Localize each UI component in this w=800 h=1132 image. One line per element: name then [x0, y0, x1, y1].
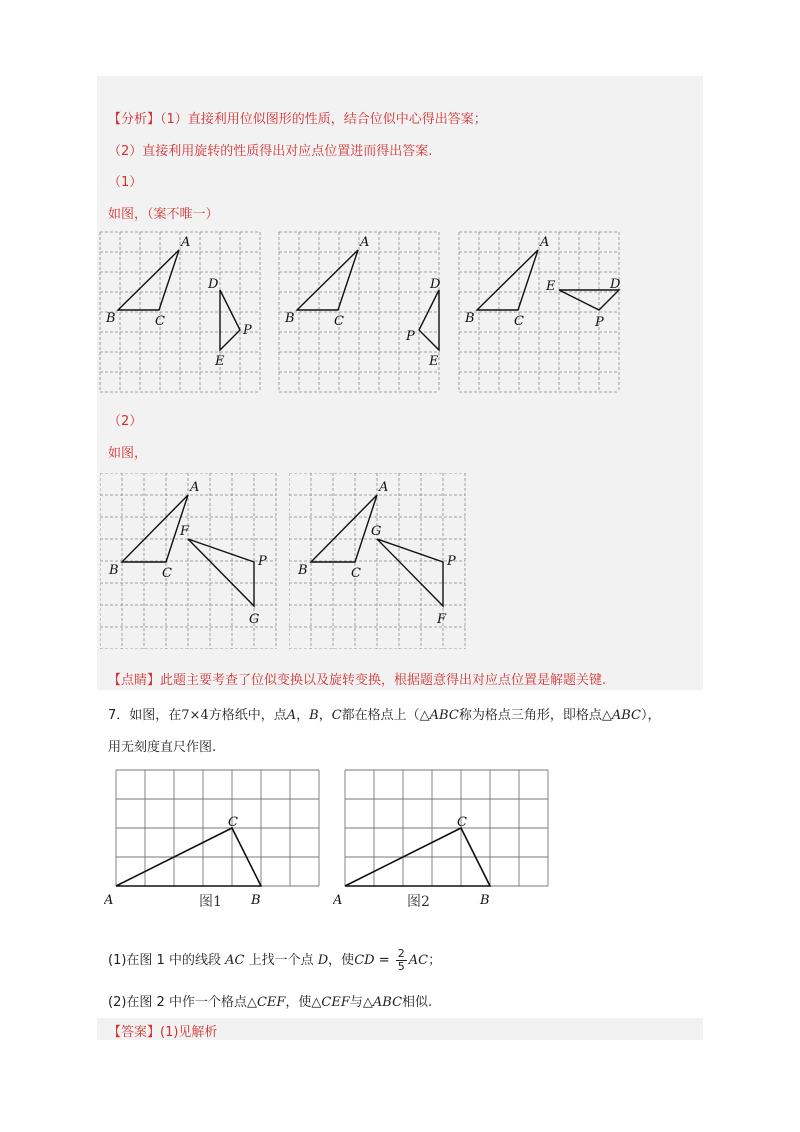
label-e: E	[215, 354, 225, 369]
answer-line: 【答案】(1)见解析	[108, 1025, 218, 1040]
analysis-line2: （2）直接利用旋转的性质得出对应点位置进而得出答案.	[108, 144, 433, 159]
grid	[459, 232, 619, 392]
label-p: P	[595, 315, 604, 330]
triangle-abc	[477, 250, 538, 310]
label-a: A	[379, 480, 389, 495]
label-f: F	[180, 524, 190, 539]
label-b: B	[298, 563, 308, 578]
label-c: C	[351, 566, 361, 581]
triangle-abc	[297, 250, 358, 310]
figure-1-caption: 图1	[199, 894, 222, 910]
fraction-two-fifths: $\frac{2}{5}$	[397, 947, 405, 973]
answer-label: 【答案】	[108, 1025, 161, 1040]
question7-line2: 用无刻度直尺作图.	[108, 740, 217, 755]
label-c: C	[457, 815, 467, 830]
label-g: G	[249, 612, 260, 627]
label-a: A	[181, 235, 191, 250]
label-g: G	[371, 524, 382, 539]
triangle-dpe	[220, 290, 240, 350]
triangle-dpe	[419, 290, 439, 350]
label-b: B	[465, 311, 475, 326]
part1-label: （1）	[108, 175, 143, 190]
part1-intro: 如图，（案不唯一）	[108, 207, 219, 222]
label-b: B	[285, 311, 295, 326]
analysis-label: 【分析】	[108, 112, 161, 127]
label-a: A	[190, 480, 200, 495]
label-f: F	[437, 612, 447, 627]
question7-figure-1	[104, 768, 320, 910]
label-c: C	[514, 314, 524, 329]
part2-intro: 如图，	[108, 446, 148, 461]
grid	[116, 770, 319, 886]
triangle-abc	[311, 495, 377, 562]
label-d: D	[208, 277, 219, 292]
label-d: D	[610, 277, 621, 292]
comment-label: 【点睛】	[108, 673, 161, 688]
triangle-epd	[559, 290, 619, 310]
comment-line: 【点睛】此题主要考查了位似变换以及旋转变换，根据题意得出对应点位置是解题关键.	[108, 673, 607, 688]
part2-figure-2	[289, 473, 466, 649]
analysis-line1: 【分析】（1）直接利用位似图形的性质，结合位似中心得出答案；	[108, 112, 487, 127]
label-d: D	[430, 277, 441, 292]
label-a: A	[104, 893, 114, 908]
grid	[345, 770, 548, 886]
grid	[100, 232, 260, 392]
label-b: B	[109, 563, 119, 578]
label-p: P	[258, 554, 267, 569]
label-c: C	[334, 314, 344, 329]
label-a: A	[333, 893, 343, 908]
figure-2-caption: 图2	[407, 894, 430, 910]
label-p: P	[406, 329, 415, 344]
part1-figure-2	[277, 230, 441, 394]
triangle-gpf	[377, 539, 443, 606]
label-p: P	[243, 323, 252, 338]
part2-label: （2）	[108, 414, 143, 429]
label-p: P	[447, 554, 456, 569]
label-b: B	[251, 893, 261, 908]
label-a: A	[360, 235, 370, 250]
label-e: E	[429, 354, 439, 369]
label-c: C	[155, 314, 165, 329]
part1-figure-3	[457, 230, 621, 394]
subquestion-1: (1)在图 1 中的线段 AC 上找一个点 D，使CD = $\frac{2}{5}$ AC；	[108, 947, 442, 973]
label-e: E	[546, 279, 556, 294]
subquestion-2: (2)在图 2 中作一个格点△CEF，使△CEF与△ABC相似.	[108, 995, 433, 1010]
label-c: C	[162, 566, 172, 581]
part2-figure-1	[100, 473, 285, 649]
label-a: A	[540, 235, 550, 250]
triangle-abc	[122, 495, 188, 562]
part1-figure-1	[98, 230, 262, 394]
grid	[279, 232, 439, 392]
question7-figure-2	[333, 768, 549, 910]
label-c: C	[228, 815, 238, 830]
label-b: B	[480, 893, 490, 908]
triangle-abc	[118, 250, 179, 310]
label-b: B	[106, 311, 116, 326]
question7-line1: 7．如图，在7×4方格纸中，点A，B，C都在格点上（△ABC称为格点三角形，即格点△ABC），	[108, 708, 661, 723]
triangle-fpg	[188, 539, 254, 606]
